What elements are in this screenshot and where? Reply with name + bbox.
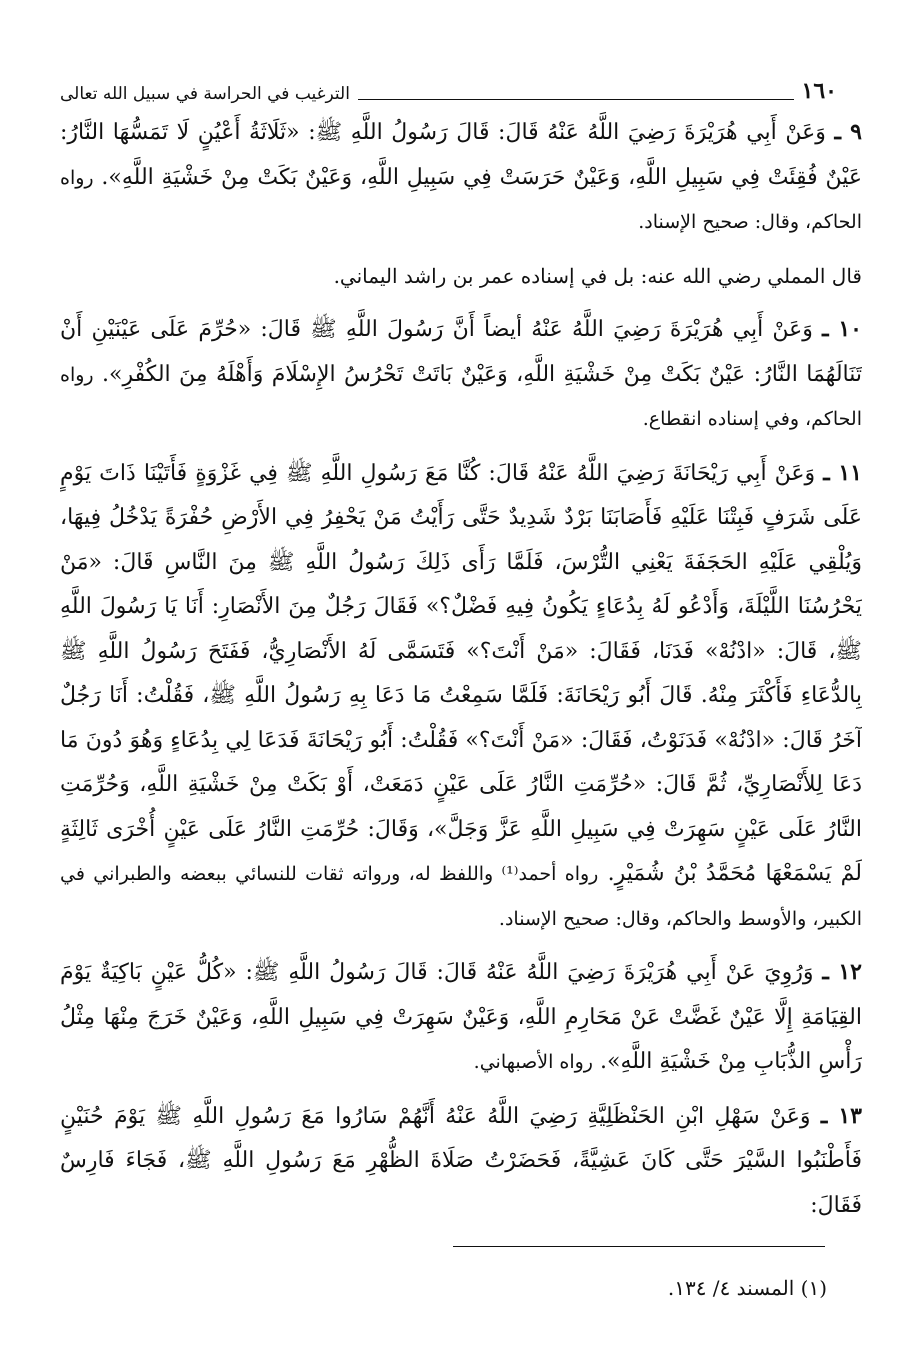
hadith-number: ١٠ ـ (822, 316, 862, 342)
hadith-text: وَعَنْ سَهْلِ ابْنِ الحَنْظَلِيَّةِ رَضِيَ اللَّهُ عَنْهُ أَنَّهُمْ سَارُوا مَعَ رَسُولِ اللَّهِ ﷺ يَوْمَ حُنَيْنٍ فَأَطْنَبُوا السَّيْرَ حَتَّى كَانَ عَشِيَّةً، فَحَضَرْتُ صَلَاةَ الظُّهْرِ مَعَ رَسُولِ اللَّهِ ﷺ، فَجَاءَ فَارِسٌ فَقَالَ: (60, 1103, 862, 1218)
hadith-paragraph (60, 950, 862, 1085)
running-title: الترغيب في الحراسة في سبيل الله تعالى (60, 84, 350, 104)
footnote (668, 1276, 827, 1300)
page-header (60, 70, 837, 106)
hadith-paragraph (60, 307, 862, 442)
hadith-number: ١١ ـ (823, 459, 862, 486)
footnote-rule (453, 1246, 825, 1247)
footnote-text: المسند ٤/ ١٣٤. (667, 1276, 795, 1300)
hadith-paragraph (60, 451, 862, 942)
hadith-source: رواه الحاكم، وفي إسناده انقطاع. (60, 363, 862, 430)
hadith-source: رواه أحمد⁽¹⁾ واللفظ له، ورواته ثقات للنسائي ببعضه والطبراني في الكبير، والأوسط والحاكم، وقال: صحيح الإسناد. (60, 863, 862, 930)
hadith-paragraph (60, 1094, 862, 1229)
hadith-source: رواه الحاكم، وقال: صحيح الإسناد. (60, 166, 862, 233)
hadith-number: ٩ ـ (834, 119, 862, 145)
hadith-text: وَعَنْ أَبِي هُرَيْرَةَ رَضِيَ اللَّهُ عَنْهُ أيضاً أَنَّ رَسُولَ اللَّهِ ﷺ قَالَ: «حُرِّمَ عَلَى عَيْنَيْنِ أَنْ تَنَالَهُمَا النَّارُ: عَيْنٌ بَكَتْ مِنْ خَشْيَةِ اللَّهِ، وَعَيْنٌ بَاتَتْ تَحْرُسُ الإِسْلَامَ وَأَهْلَهُ مِنَ الكُفْرِ». (60, 317, 862, 387)
hadith-paragraph (60, 110, 862, 245)
page-number: ١٦٠ (801, 78, 837, 104)
footnote-marker: (١) (800, 1276, 827, 1300)
hadith-text: وَرُوِيَ عَنْ أَبِي هُرَيْرَةَ رَضِيَ اللَّهُ عَنْهُ قَالَ: قَالَ رَسُولُ اللَّهِ ﷺ: «كُلُّ عَيْنٍ بَاكِيَةٌ يَوْمَ القِيَامَةِ إِلَّا عَيْنٌ غَضَّتْ عَنْ مَحَارِمِ اللَّهِ، وَعَيْنٌ سَهِرَتْ فِي سَبِيلِ اللَّهِ، وَعَيْنٌ خَرَجَ مِنْهَا مِثْلُ رَأْسِ الذُّبَابِ مِنْ خَشْيَةِ اللَّهِ». (60, 960, 862, 1074)
hadith-text: وَعَنْ أَبِي رَيْحَانَةَ رَضِيَ اللَّهُ عَنْهُ قَالَ: كُنَّا مَعَ رَسُولِ اللَّهِ ﷺ فِي غَزْوَةٍ فَأَتَيْنَا ذَاتَ يَوْمٍ عَلَى شَرَفٍ فَبِتْنَا عَلَيْهِ فَأَصَابَنَا بَرْدٌ شَدِيدٌ حَتَّى رَأَيْتُ مَنْ يَحْفِرُ فِي الأَرْضِ حُفْرَةً يَدْخُلُ فِيهَا، وَيُلْقِي عَلَيْهِ الحَجَفَةَ يَعْنِي التُّرْسَ، فَلَمَّا رَأَى ذَلِكَ رَسُولُ اللَّهِ ﷺ مِنَ النَّاسِ قَالَ: «مَنْ يَحْرُسُنَا اللَّيْلَةَ، وَأَدْعُو لَهُ بِدُعَاءٍ يَكُونُ فِيهِ فَضْلٌ؟» فَقَالَ رَجُلٌ مِنَ الأَنْصَارِ: أَنَا يَا رَسُولَ اللَّهِ ﷺ، قَالَ: «ادْنُهْ» فَدَنَا، فَقَالَ: «مَنْ أَنْتَ؟» فَتَسَمَّى لَهُ الأَنْصَارِيُّ، فَفَتَحَ رَسُولُ اللَّهِ ﷺ بِالدُّعَاءِ فَأَكْثَرَ مِنْهُ. قَالَ أَبُو رَيْحَانَةَ: فَلَمَّا سَمِعْتُ مَا دَعَا بِهِ رَسُولُ اللَّهِ ﷺ، فَقُلْتُ: أَنَا رَجُلٌ آخَرُ قَالَ: «ادْنُهْ» فَدَنَوْتُ، فَقَالَ: «مَنْ أَنْتَ؟» فَقُلْتُ: أَبُو رَيْحَانَةَ فَدَعَا لِي بِدُعَاءٍ وَهُوَ دُونَ مَا دَعَا لِلأَنْصَارِيِّ، ثُمَّ قَالَ: «حُرِّمَتِ النَّارُ عَلَى عَيْنٍ دَمَعَتْ، أَوْ بَكَتْ مِنْ خَشْيَةِ اللَّهِ، وَحُرِّمَتِ النَّارُ عَلَى عَيْنٍ سَهِرَتْ فِي سَبِيلِ اللَّهِ عَزَّ وَجَلَّ»، وَقَالَ: حُرِّمَتِ النَّارُ عَلَى عَيْنٍ أُخْرَى ثَالِثَةٍ لَمْ يَسْمَعْهَا مُحَمَّدُ بْنُ شُمَيْرٍ. (60, 460, 862, 886)
hadith-number: ١٢ ـ (822, 959, 862, 985)
commentary-paragraph (60, 254, 862, 299)
hadith-number: ١٣ ـ (820, 1102, 862, 1129)
hadith-text: وَعَنْ أَبِي هُرَيْرَةَ رَضِيَ اللَّهُ عَنْهُ قَالَ: قَالَ رَسُولُ اللَّهِ ﷺ: «ثَلَاثَةُ أَعْيُنٍ لَا تَمَسُّهَا النَّارُ: عَيْنٌ فُقِئَتْ فِي سَبِيلِ اللَّهِ، وَعَيْنٌ حَرَسَتْ فِي سَبِيلِ اللَّهِ، وَعَيْنٌ بَكَتْ مِنْ خَشْيَةِ اللَّهِ». (60, 120, 862, 190)
header-rule (358, 99, 794, 100)
page-body (60, 110, 862, 1240)
hadith-source: رواه الأصبهاني. (473, 1051, 593, 1073)
commentary-text: قال المملي رضي الله عنه: بل في إسناده عمر بن راشد اليماني. (333, 263, 862, 288)
